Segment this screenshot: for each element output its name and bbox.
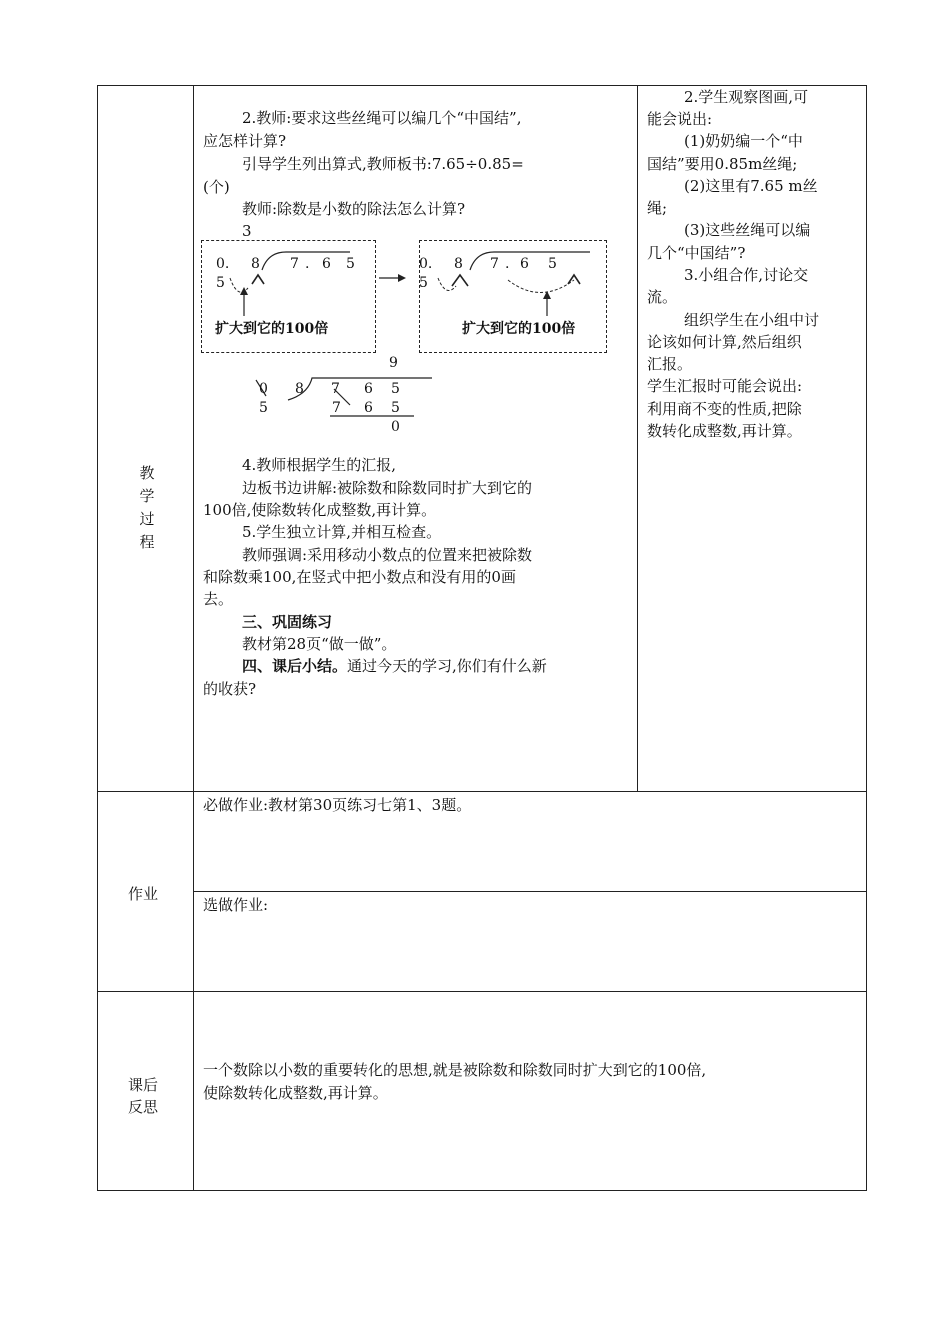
divisor-digit: 5 <box>419 275 428 291</box>
student-line: 2.学生观察图画,可 <box>684 88 809 106</box>
teacher-line: 教师强调:采用移动小数点的位置来把被除数 <box>242 546 533 564</box>
teacher-line: 引导学生列出算式,教师板书:7.65÷0.85= <box>242 155 524 173</box>
box-label: 扩大到它的100倍 <box>462 321 576 337</box>
teacher-line: 2.教师:要求这些丝绳可以编几个“中国结”, <box>242 109 522 127</box>
student-line: 几个“中国结”? <box>647 244 746 262</box>
quotient-digit: 9 <box>389 355 398 371</box>
teacher-line: 4.教师根据学生的汇报, <box>242 456 397 474</box>
student-line: 能会说出: <box>647 110 713 128</box>
divisor-digit: 0 <box>259 381 268 397</box>
dividend-digit: . <box>505 256 510 272</box>
divisor-digit: 0. <box>419 256 433 272</box>
product-digit: 6 <box>364 400 373 416</box>
student-line: 数转化成整数,再计算。 <box>647 422 802 440</box>
teacher-line: 5.学生独立计算,并相互检查。 <box>242 523 442 541</box>
teacher-line: 教师:除数是小数的除法怎么计算? <box>242 200 466 218</box>
student-line: 国结”要用0.85m丝绳; <box>647 155 798 173</box>
student-line: (1)奶奶编一个“中 <box>684 132 803 150</box>
teacher-line: 教材第28页“做一做”。 <box>242 635 397 653</box>
student-line: 论该如何计算,然后组织 <box>647 333 802 351</box>
student-line: 流。 <box>647 288 678 306</box>
product-digit: 7 <box>332 400 341 416</box>
summary-line <box>242 657 547 675</box>
row-label-line: 课后 <box>128 1076 159 1094</box>
row-label-homework: 作业 <box>128 885 159 903</box>
divisor-digit: 8 <box>251 256 260 272</box>
dividend-digit: 7 <box>331 381 340 397</box>
product-digit: 5 <box>391 400 400 416</box>
homework-required: 必做作业:教材第30页练习七第1、3题。 <box>203 796 472 814</box>
reflection-line: 使除数转化成整数,再计算。 <box>203 1084 388 1102</box>
remainder-digit: 0 <box>391 419 400 435</box>
row-label-char: 程 <box>139 533 155 551</box>
divisor-digit: 5 <box>216 275 225 291</box>
student-line: 汇报。 <box>647 355 693 373</box>
homework-optional: 选做作业: <box>203 896 269 914</box>
dividend-digit: 6 <box>520 256 529 272</box>
teacher-line: 100倍,使除数转化成整数,再计算。 <box>203 501 437 519</box>
teacher-line: 应怎样计算? <box>203 132 287 150</box>
divisor-digit: 8 <box>295 381 304 397</box>
teacher-line: 去。 <box>203 590 234 608</box>
dividend-digit: 5 <box>548 256 557 272</box>
row-label-line: 反思 <box>128 1098 159 1116</box>
section-heading: 三、巩固练习 <box>242 613 333 631</box>
teacher-line: (个) <box>203 178 230 196</box>
student-line: 组织学生在小组中讨 <box>684 311 820 329</box>
section-heading: 四、课后小结。 <box>242 657 348 675</box>
student-line: 利用商不变的性质,把除 <box>647 400 802 418</box>
student-line: (3)这些丝绳可以编 <box>684 221 811 239</box>
student-line: 绳; <box>647 199 668 217</box>
student-line: 学生汇报时可能会说出: <box>647 377 803 395</box>
row-label-char: 教 <box>139 464 155 482</box>
reflection-line: 一个数除以小数的重要转化的思想,就是被除数和除数同时扩大到它的100倍, <box>203 1061 707 1079</box>
teacher-line: 边板书边讲解:被除数和除数同时扩大到它的 <box>242 479 533 497</box>
dividend-digit: . <box>305 256 310 272</box>
summary-text: 通过今天的学习,你们有什么新 <box>347 657 547 675</box>
dividend-digit: 6 <box>364 381 373 397</box>
quotient-digit: 3 <box>242 222 252 240</box>
divisor-digit: 0. <box>216 256 230 272</box>
dividend-digit: 7 <box>290 256 299 272</box>
teacher-line: 和除数乘100,在竖式中把小数点和没有用的0画 <box>203 568 516 586</box>
student-line: (2)这里有7.65 m丝 <box>684 177 818 195</box>
row-label-char: 过 <box>139 510 155 528</box>
dividend-digit: 7 <box>490 256 499 272</box>
row-label-char: 学 <box>139 487 155 505</box>
student-line: 3.小组合作,讨论交 <box>684 266 809 284</box>
divisor-digit: 8 <box>454 256 463 272</box>
dividend-digit: 5 <box>391 381 400 397</box>
dividend-digit: 5 <box>346 256 355 272</box>
divisor-digit: 5 <box>259 400 268 416</box>
box-label: 扩大到它的100倍 <box>215 321 329 337</box>
teacher-line: 的收获? <box>203 680 257 698</box>
dividend-digit: 6 <box>322 256 331 272</box>
